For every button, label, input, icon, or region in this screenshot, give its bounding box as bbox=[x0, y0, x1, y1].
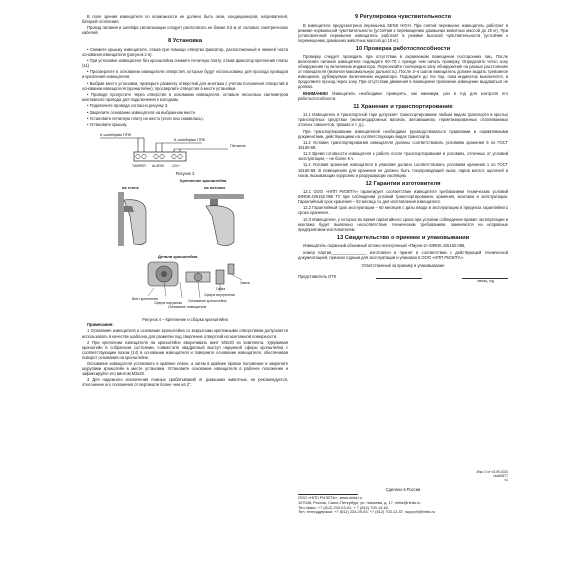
signature-line bbox=[376, 274, 422, 279]
revision-line: №в00677 bbox=[493, 474, 508, 478]
section-12-title: 12 Гарантии изготовителя bbox=[365, 180, 441, 187]
revision-block bbox=[470, 470, 508, 482]
terminal-label: TAMPER bbox=[132, 164, 146, 169]
part-label: Основание извещателя bbox=[168, 305, 207, 310]
part-label: Сфера наружная bbox=[154, 301, 182, 306]
figure-3-wiring bbox=[82, 128, 288, 176]
inner-sphere-icon bbox=[194, 273, 202, 281]
install-step: • Снимите крышку извещателя, отжав при помощи отвертки фиксатор, расположенный в нижней части основания извещателя (рисунок 2 в). bbox=[82, 46, 288, 57]
acceptance-paragraph: номер партии_______________, изготовлен и принят в соответствии с действующей технической документацией, признан годным для эксплуатации и упакован в ООО «НПП РИЭЛТА». bbox=[298, 249, 508, 260]
storage-paragraph: 11.4 Условия хранения извещателя в упаковке должно соответствовать условиям хранения 1 по ГОСТ 15150-69. В помещениях для хранения не должно быть токопроводящей пыли, паров кислот, щелочей и газов, вызывающих коррозию и разрушающих изоляцию. bbox=[298, 162, 508, 178]
sensitivity-paragraph: В извещателе предусмотрена перемычка SENS HIGH. При снятой перемычке извещатель работает в режиме нормальной чувствительности (устойчив к перемещению домашних животных массой до 20 кг). При установленной перемычке извещатель работает в режиме высокой чувствительности (устойчив к перемещению домашних животных массой до 10 кг). bbox=[298, 22, 508, 43]
section-8-title: 8 Установка bbox=[167, 38, 203, 45]
install-step: • Выбрав место установки, проверьте разметку отверстий для монтажа с учетом положения отверстий в основании извещателя (кронштейне), просверлите отверстия в месте установки. bbox=[82, 80, 288, 91]
ceiling-surface bbox=[194, 194, 244, 199]
bracket-title: Крепление кронштейна bbox=[180, 178, 227, 184]
otk-label: Представитель ОТК bbox=[298, 273, 337, 279]
note: 1 Основание извещателя и основание кронштейна со вскрытыми крепежными отверстиями допускается использовать в качестве шаблона для разметки под сверление отверстий на монтажной поверхности. bbox=[82, 328, 288, 339]
otk-signature-row bbox=[298, 274, 508, 279]
section-13-title: 13 Свидетельство о приемке и упаковывании bbox=[336, 234, 470, 241]
ceiling-mount-label: на потолке bbox=[204, 185, 226, 191]
footer-line: 197046, Россия, Санкт-Петербург, ул. Чапаева, д. 17, rielta@rielta.ru bbox=[298, 499, 421, 505]
attention-label: ВНИМАНИЕ! bbox=[303, 90, 329, 96]
section-11-title: 11 Хранение и транспортирование bbox=[353, 103, 453, 110]
footer-line: Тел./факс: +7 (812) 233-03-02, + 7 (812) 703-13-60, bbox=[298, 504, 390, 510]
storage-paragraph: 11.1 Извещатель в транспортной таре допускает транспортирование любым видом транспорта в крытых транспортных средствах (железнодорожных вагонах, автомашинах, герметизированных отапливаемых отсеках самолетов, трюмах и т. д.). bbox=[298, 112, 508, 128]
company-footer bbox=[298, 494, 508, 515]
install-step: • Установите печатную плату на место (если она снималась). bbox=[87, 115, 204, 121]
attention-text: Извещатель необходимо проверять, как минимум, раз в год для контроля его работоспособности. bbox=[298, 90, 509, 101]
install-step: • Проводя пропустите через отверстие в основании извещателя, оставьте несколько сантиметров монтажного провода для подключения к колодкам. bbox=[82, 92, 288, 103]
storage-paragraph: 11.2 Условия транспортирования извещателя должны соответствовать условиям хранения 5 по ГОСТ 15150-69. bbox=[298, 139, 508, 150]
part-label: Замок bbox=[240, 281, 250, 286]
intro-paragraph: В поле зрения извещателя по возможности не должно быть окон, кондиционеров, нагревателей, батарей отопления. bbox=[82, 14, 288, 25]
right-column bbox=[298, 14, 508, 283]
revision-line: v1 bbox=[504, 478, 508, 482]
notes-title: Примечания: bbox=[87, 322, 114, 328]
wire-label-power: Питание bbox=[230, 143, 246, 149]
install-step: • Установите крышку. bbox=[87, 121, 128, 127]
bracket-ceiling-icon bbox=[210, 199, 218, 206]
part-label: Гайка bbox=[216, 287, 226, 292]
warranty-paragraph: 12.3 Извещатели, у которых во время гарантийного срока при условии соблюдения правил эксплуатации и монтажа будет выявлено несоответствие техническим требованиям, заменяются на исправные предприятием-изготовителем. bbox=[298, 216, 508, 232]
attention-paragraph bbox=[298, 91, 508, 101]
wiring-diagram bbox=[82, 128, 288, 170]
screw-icon bbox=[161, 271, 167, 277]
made-in-russia: Сделано в России bbox=[385, 487, 421, 492]
install-step: • Подключите провода согласно рисунку 3. bbox=[87, 103, 169, 109]
date-line bbox=[462, 274, 508, 279]
note: Основание извещателя установите в крайнее левое, а затем в крайнее правое положение и закрепите шурупами кронштейн в месте установки. Установите основание извещателя в рабочее положение и зафиксируйте его винтом М3х20. bbox=[82, 361, 288, 377]
footer-line: Тел. техподдержки: +7 (812) 233-29-53, +7 (812) 703-13-57, support@rielta.ru bbox=[298, 509, 436, 515]
figure-4-bracket bbox=[82, 176, 288, 322]
bracket-drawing bbox=[82, 176, 288, 316]
warranty-paragraph: 12.2 Гарантийный срок эксплуатации – 60 месяцев с даты ввода в эксплуатацию в пределах гарантийного срока хранения. bbox=[298, 205, 508, 216]
install-step: • При установке извещателя без кронштейна снимите печатную плату, отжав фиксатор крепления платы (11). bbox=[82, 58, 288, 69]
note: 3 Для надежного исключения ложных срабатываний от домашних животных, не рекомендуется, отклонение его положения от вертикали более чем на 2°. bbox=[82, 377, 288, 388]
wall-surface bbox=[118, 192, 124, 246]
bracket-details-label: Детали кронштейна bbox=[158, 254, 198, 260]
month-year-label: месяц, год bbox=[477, 278, 494, 283]
check-paragraph: Проверку следует проводить при отсутствии в охраняемом помещении посторонних лиц. После включения питания извещателя подождите 60÷70 с прежде чем начать проверку. Определите четко зону обнаружения по включению индикатора. Пересекайте поочередно зону обнаружения на разных расстояниях от извещателя (включая максимальную дальность). После 3–4 шагов извещатель должен выдать тревожное извещение, дублируемое включением индикатора. Подождите до тех пор, пока индикатор выключится, и продолжите проход через зону. При отсутствии движения в помещении тревожное извещение выдаваться не должно. bbox=[298, 54, 508, 90]
nut-icon bbox=[216, 270, 224, 284]
lock-icon bbox=[228, 264, 234, 274]
wall-mount-label: на стене bbox=[122, 185, 139, 191]
detector-ceiling-icon bbox=[206, 206, 234, 246]
figure-3-caption: Рисунок 3 bbox=[175, 171, 195, 177]
storage-paragraph: При транспортировании извещателей необходимо руководствоваться правилами и нормативными документами, действующими на соответствующих видах транспорта. bbox=[298, 128, 508, 139]
wire-label-right: К шлейфам ППК bbox=[174, 137, 205, 143]
install-step: • Закрепите основание извещателя на выбранном месте. bbox=[87, 109, 197, 115]
intro-paragraph: Провод питания и шлейфа сигнализации следует располагать не ближе 0,5 м от силовых электрических кабелей. bbox=[82, 25, 288, 36]
left-column bbox=[82, 14, 288, 389]
responsible-label: Ответственный за приемку и упаковывание bbox=[361, 262, 445, 268]
section-9-title: 9 Регулировка чувствительности bbox=[354, 14, 452, 20]
acceptance-paragraph: Извещатель охранный объемный оптико-электронный «Пирон-2» БФЮК.425152.095, bbox=[303, 243, 466, 249]
terminal-label: ALARM bbox=[152, 164, 164, 169]
wire-label-left: К шлейфам ППК bbox=[100, 132, 131, 138]
figure-4-caption: Рисунок 4 – Крепление и сборка кронштейна bbox=[142, 317, 228, 323]
footer-line: ООО «НПП РИЭЛТА», www.rielta.ru bbox=[298, 495, 362, 500]
note: 2 При креплении извещателя на кронштейне вворачивать винт М3х20 из комплекта. Удерживая кронштейн в собранном состоянии, совместите квадратный выступ наружной сферы кронштейна с соответствующим пазом (14) в основании извещателя и поверните основание извещателя, обеспечивая поворот основания на кронштейне. bbox=[82, 339, 288, 360]
part-label: Основание кронштейна bbox=[188, 299, 227, 304]
terminal-label: -12V+ bbox=[171, 164, 181, 169]
warranty-paragraph: 12.1 ООО «НПП РИЭЛТА» гарантирует соответствие извещателя требованиям технических условий БФЮК.425152.095 ТУ при соблюдении условий транспортирования, хранения, монтажа и эксплуатации. Гарантийный срок хранения – 63 месяца со дня изготовления извещателя. bbox=[298, 189, 508, 205]
part-label: Сфера внутренняя bbox=[204, 293, 235, 298]
part-label: Винт крепления bbox=[132, 297, 158, 302]
section-10-title: 10 Проверка работоспособности bbox=[355, 45, 451, 52]
storage-paragraph: 11.3 Время готовности извещателя к работе после транспортирования в условиях, отличных от условий эксплуатации, – не более 6 ч. bbox=[298, 151, 508, 162]
install-step: • Просверлите в основании извещателя отверстия, которые будут использованы для прохода проводов и крепления извещателя. bbox=[82, 69, 288, 80]
revision-line: Изм. 0 от 03.09.2020 bbox=[476, 470, 508, 474]
